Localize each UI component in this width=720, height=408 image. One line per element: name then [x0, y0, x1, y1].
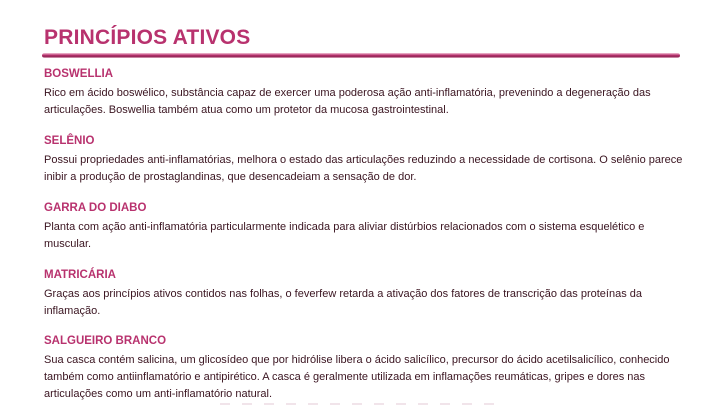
- section-text: Possui propriedades anti-inflamatórias, melhora o estado das articulações reduzindo a necessidade de cortisona. O selênio parece inibir a produção de prostaglandinas, que desencadeiam a sensação de dor.: [44, 154, 683, 183]
- section-heading: SALGUEIRO BRANCO: [44, 335, 167, 347]
- section-matricaria: [44, 268, 684, 320]
- section-heading: MATRICÁRIA: [44, 269, 116, 281]
- section-text: Planta com ação anti-inflamatória particularmente indicada para aliviar distúrbios relacionados com o sistema esquelético e muscular.: [44, 221, 645, 250]
- section-salgueiro-branco: [44, 334, 684, 403]
- section-text: Rico em ácido boswélico, substância capaz de exercer uma poderosa ação anti-inflamatória, prevenindo a degeneração das articulações. Boswellia também atua como um protetor da mucosa gastrointestinal.: [44, 87, 651, 116]
- title-underline: [42, 53, 680, 58]
- section-boswellia: [44, 67, 684, 119]
- decorative-divider: [220, 403, 500, 405]
- section-heading: GARRA DO DIABO: [44, 202, 147, 214]
- section-text: Graças aos princípios ativos contidos nas folhas, o feverfew retarda a ativação dos fatores de transcrição das proteínas da inflamação.: [44, 288, 642, 317]
- section-selenio: [44, 134, 684, 186]
- section-text: Sua casca contém salicina, um glicosídeo que por hidrólise libera o ácido salicílico, precursor do ácido acetilsalicílico, conhecido também como antiinflamatório e antipirético. A casca é geralmente utilizada em inflamações reumáticas, gripes e dores nas articulações como um anti-inflamatório natural.: [44, 354, 670, 400]
- page-title: PRINCÍPIOS ATIVOS: [44, 26, 251, 49]
- section-heading: BOSWELLIA: [44, 68, 113, 80]
- section-heading: SELÊNIO: [44, 135, 95, 147]
- section-garra-do-diabo: [44, 201, 684, 253]
